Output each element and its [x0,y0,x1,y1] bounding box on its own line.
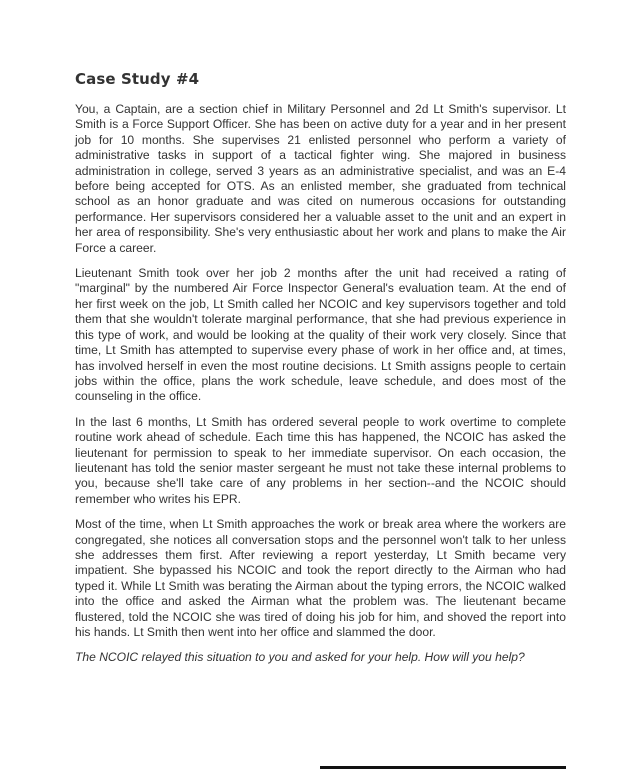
closing-question: The NCOIC relayed this situation to you and asked for your help. How will you help? [75,650,525,665]
paragraph-2: Lieutenant Smith took over her job 2 months after the unit had received a rating of "marginal" by the numbered Air Force Inspector General's evaluation team. At the end of her first week on the job, Lt Smith called her NCOIC and key supervisors together and told them that she wouldn't tolerate marginal performance, that she had previous experience in this type of work, and would be looking at the quality of their work very closely. Since that time, Lt Smith has attempted to supervise every phase of work in her office and, at times, has involved herself in even the most routine decisions. Lt Smith assigns people to certain jobs within the office, plans the work schedule, leave schedule, and does most of the counseling in the office. [75,266,566,404]
case-study-title: Case Study #4 [75,70,200,88]
paragraph-4: Most of the time, when Lt Smith approaches the work or break area where the workers are congregated, she notices all conversation stops and the personnel won't talk to her unless she addresses them first. After reviewing a report yesterday, Lt Smith became very impatient. She bypassed his NCOIC and took the report directly to the Airman who had typed it. While Lt Smith was berating the Airman about the typing errors, the NCOIC walked into the office and asked the Airman what the problem was. The lieutenant became flustered, told the NCOIC she was tired of doing his job for him, and shoved the report into his hands. Lt Smith then went into her office and slammed the door. [75,517,566,639]
case-study-body [75,102,566,676]
paragraph-3: In the last 6 months, Lt Smith has ordered several people to work overtime to complete routine work ahead of schedule. Each time this has happened, the NCOIC has asked the lieutenant for permission to speak to her immediate supervisor. On each occasion, the lieutenant has told the senior master sergeant he must not take these internal problems to you, because she'll take care of any problems in her section--and the NCOIC should remember who writes his EPR. [75,414,566,506]
paragraph-1: You, a Captain, are a section chief in Military Personnel and 2d Lt Smith's supervisor. Lt Smith is a Force Support Officer. She has been on active duty for a year and in her present job for 10 months. She supervises 21 enlisted personnel who perform a variety of administrative tasks in support of a tactical fighter wing. She majored in business administration in college, served 3 years as an administrative specialist, and was an E-4 before being accepted for OTS. As an enlisted member, she graduated from technical school as an honor graduate and was cited on numerous occasions for outstanding performance. Her supervisors considered her a valuable asset to the unit and an expert in her area of responsibility. She's very enthusiastic about her work and plans to make the Air Force a career. [75,102,566,255]
footer-divider [320,766,566,769]
